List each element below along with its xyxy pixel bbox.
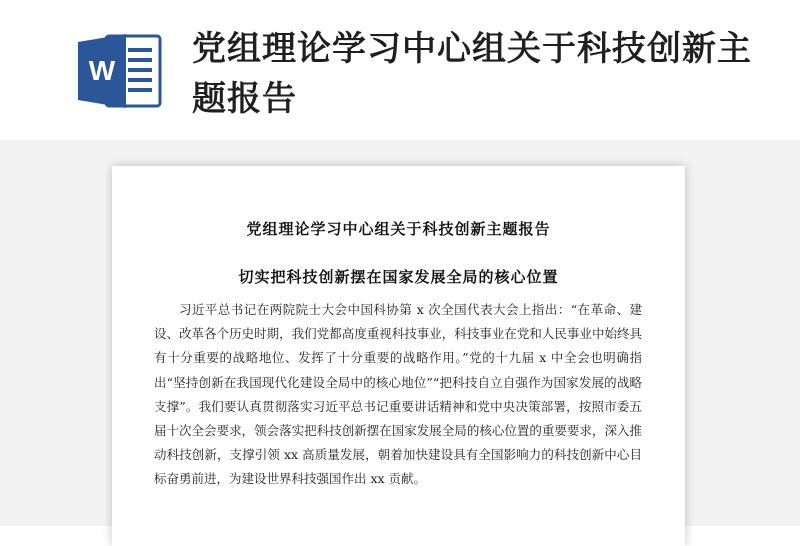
word-icon bbox=[76, 30, 164, 112]
header bbox=[0, 0, 800, 140]
word-icon-letter: W bbox=[88, 55, 116, 86]
document-subtitle: 切实把科技创新摆在国家发展全局的核心位置 bbox=[238, 268, 559, 286]
document-page bbox=[112, 166, 685, 546]
document-title: 党组理论学习中心组关于科技创新主题报告 bbox=[246, 220, 551, 238]
page-title: 党组理论学习中心组关于科技创新主题报告 bbox=[192, 29, 752, 119]
document-paragraph: 习近平总书记在两院院士大会中国科协第 x 次全国代表大会上指出：“在革命、建设、改革各个历史时期，我们党都高度重视科技事业，科技事业在党和人民事业中始终具有十分重要的战略地位、发挥了十分重要的战略作用。”党的十九届 x 中全会也明确指出“坚持创新在我国现代化建设全局中的核心地位”“把科技自立自强作为国家发展的战略支撑”。我们要认真贯彻落实习近平总书记重要讲话精神和党中央决策部署，按照市委五届十次全会要求，领会落实把科技创新摆在国家发展全局的核心位置的重要要求，深入推动科技创新，支撑引领 xx 高质量发展，朝着加快建设具有全国影响力的科技创新中心目标奋勇前进，为建设世界科技强国作出 xx 贡献。 bbox=[154, 302, 642, 487]
